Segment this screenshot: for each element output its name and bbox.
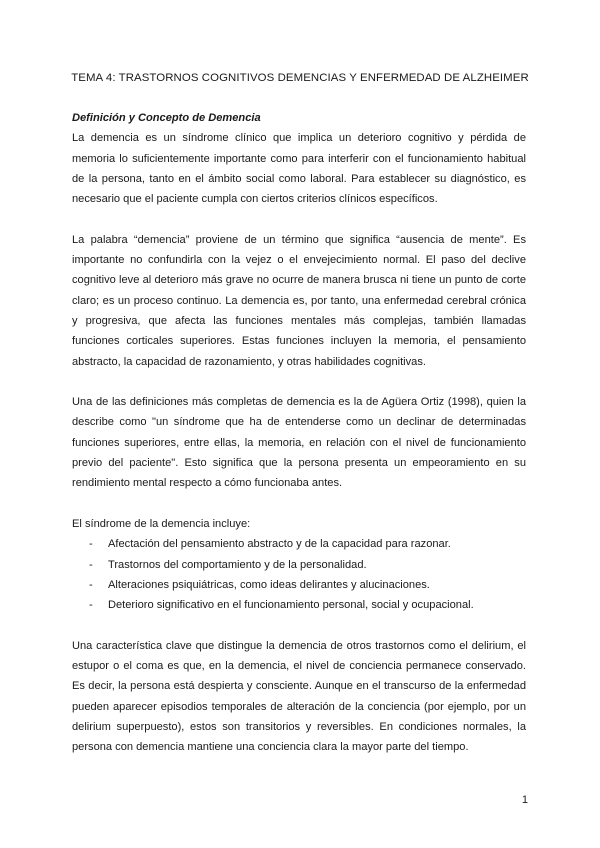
bullet-dash: - — [89, 538, 93, 551]
list-item-text: Afectación del pensamiento abstracto y de la capacidad para razonar. — [108, 538, 451, 551]
paragraph-definition: La demencia es un síndrome clínico que implica un deterioro cognitivo y pérdida de memoria lo suficientemente importante como para interferir con el funcionamiento habitual de la persona, tanto en el ámbito social como laboral. Para establecer su diagnóstico, es necesario que el paciente cumpla con ciertos criterios clínicos específicos. — [72, 132, 526, 206]
paragraph-syndrome-intro: El síndrome de la demencia incluye: — [72, 517, 251, 530]
list-item — [72, 555, 526, 575]
list-item-text: Trastornos del comportamiento y de la personalidad. — [108, 558, 367, 571]
document-title: TEMA 4: TRASTORNOS COGNITIVOS DEMENCIAS Y ENFERMEDAD DE ALZHEIMER — [71, 72, 529, 84]
page-number: 1 — [521, 794, 528, 806]
symptom-list — [72, 534, 526, 615]
bullet-dash: - — [89, 599, 93, 612]
list-item — [72, 534, 526, 554]
list-item-text: Alteraciones psiquiátricas, como ideas delirantes y alucinaciones. — [108, 578, 430, 591]
paragraph-consciousness: Una característica clave que distingue la demencia de otros trastornos como el delirium, el estupor o el coma es que, en la demencia, el nivel de conciencia permanece conservado. Es decir, la persona está despierta y consciente. Aunque en el transcurso de la enfermedad pueden aparecer episodios temporales de alteración de la conciencia (por ejemplo, por un delirium superpuesto), estos son transitorios y reversibles. En condiciones normales, la persona con demencia mantiene una conciencia clara la mayor parte del tiempo. — [72, 639, 526, 754]
list-item-text: Deterioro significativo en el funcionamiento personal, social y ocupacional. — [108, 599, 474, 612]
bullet-dash: - — [89, 578, 93, 591]
list-item — [72, 575, 526, 595]
list-item — [72, 595, 526, 615]
section-heading: Definición y Concepto de Demencia — [72, 112, 261, 124]
document-body — [72, 108, 526, 778]
paragraph-aguera-ortiz: Una de las definiciones más completas de demencia es la de Agüera Ortiz (1998), quien la describe como "un síndrome que ha de entenderse como un declinar de determinadas funciones superiores, entre ellas, la memoria, en relación con el nivel de funcionamiento previo del paciente". Esto significa que la persona presenta un empeoramiento en su rendimiento mental respecto a cómo funcionaba antes. — [72, 396, 526, 490]
paragraph-etymology: La palabra “demencia” proviene de un término que significa “ausencia de mente”. Es importante no confundirla con la vejez o el envejecimiento normal. El paso del declive cognitivo leve al deterioro más grave no ocurre de manera brusca ni tiene un punto de corte claro; es un proceso continuo. La demencia es, por tanto, una enfermedad cerebral crónica y progresiva, que afecta las funciones mentales más complejas, también llamadas funciones corticales superiores. Estas funciones incluyen la memoria, el pensamiento abstracto, la capacidad de razonamiento, y otras habilidades cognitivas. — [72, 233, 526, 368]
bullet-dash: - — [89, 558, 93, 571]
